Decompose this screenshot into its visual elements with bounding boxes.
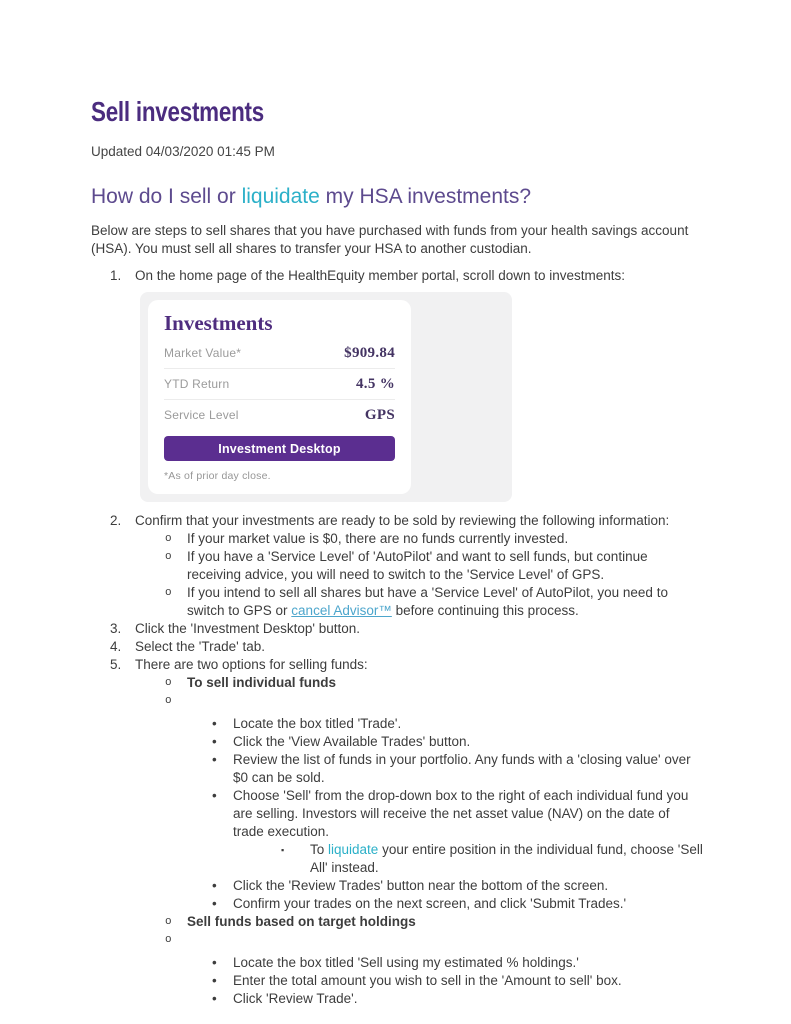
- list-number: 3.: [110, 621, 122, 636]
- circle-bullet: o: [165, 695, 172, 707]
- circle-bullet: o: [165, 533, 172, 545]
- page-title-text: Sell investments: [91, 96, 264, 127]
- option-b-item-1-text: Locate the box titled 'Sell using my estimated % holdings.': [233, 955, 579, 970]
- option-b-item-3: [91, 990, 703, 1008]
- option-a-item-2: [91, 733, 703, 751]
- circle-bullet: o: [165, 677, 172, 689]
- step-4: [91, 638, 703, 656]
- portal-screenshot: [140, 292, 512, 502]
- ytd-return-label: YTD Return: [164, 377, 230, 391]
- round-bullet: •: [212, 734, 217, 749]
- step-5: [91, 656, 703, 674]
- note-highlight: liquidate: [328, 842, 379, 857]
- investment-desktop-button: Investment Desktop: [164, 436, 395, 461]
- option-a-item-4-note: [91, 841, 703, 877]
- round-bullet: •: [212, 896, 217, 911]
- market-value-label: Market Value*: [164, 346, 242, 360]
- page-title: [91, 97, 703, 127]
- cancel-advisor-link[interactable]: cancel Advisor™: [291, 603, 392, 618]
- step-1-text: On the home page of the HealthEquity member portal, scroll down to investments:: [135, 268, 626, 283]
- option-b-heading: [91, 913, 703, 931]
- step-2: [91, 512, 703, 530]
- option-a-item-2-text: Click the 'View Available Trades' button.: [233, 734, 471, 749]
- market-value-row: [164, 338, 395, 368]
- option-a-item-3: [91, 751, 703, 787]
- round-bullet: •: [212, 991, 217, 1006]
- list-number: 5.: [110, 657, 122, 672]
- step-2-sub-3-pre: If you intend to sell all shares but have a 'Service Level' of AutoPilot, you need to switch to GPS or: [187, 585, 668, 618]
- option-a-item-4: [91, 787, 703, 841]
- service-level-label: Service Level: [164, 408, 239, 422]
- note-post: your entire position in the individual fund, choose 'Sell All' instead.: [310, 842, 703, 875]
- heading-text-post: my HSA investments?: [319, 185, 532, 208]
- investments-card: [148, 300, 411, 494]
- step-2-sub-2: [91, 548, 703, 584]
- investments-card-title: Investments: [164, 311, 273, 335]
- step-3-text: Click the 'Investment Desktop' button.: [135, 621, 361, 636]
- round-bullet: •: [212, 752, 217, 767]
- option-a-item-6: [91, 895, 703, 913]
- service-level-row: [164, 399, 395, 430]
- round-bullet: •: [212, 788, 217, 803]
- step-2-sub-3: [91, 584, 703, 620]
- option-b-item-2-text: Enter the total amount you wish to sell in the 'Amount to sell' box.: [233, 973, 622, 988]
- option-a-item-5-text: Click the 'Review Trades' button near the bottom of the screen.: [233, 878, 609, 893]
- list-number: 4.: [110, 639, 122, 654]
- option-a-item-6-text: Confirm your trades on the next screen, and click 'Submit Trades.': [233, 896, 627, 911]
- circle-bullet: o: [165, 916, 172, 928]
- round-bullet: •: [212, 955, 217, 970]
- option-a-title: To sell individual funds: [187, 675, 337, 690]
- updated-timestamp: Updated 04/03/2020 01:45 PM: [91, 144, 275, 159]
- article-heading: [91, 184, 703, 210]
- heading-highlight: liquidate: [241, 185, 320, 208]
- step-2-sub-1-text: If your market value is $0, there are no funds currently invested.: [187, 531, 569, 546]
- heading-text-pre: How do I sell or: [91, 185, 242, 208]
- empty-list-item: [91, 931, 703, 949]
- option-b-title: Sell funds based on target holdings: [187, 914, 416, 929]
- round-bullet: •: [212, 716, 217, 731]
- card-footnote: *As of prior day close.: [164, 470, 271, 482]
- circle-bullet: o: [165, 551, 172, 563]
- option-a-item-4-text: Choose 'Sell' from the drop-down box to the right of each individual fund you are selling. Investors will receive the net asset value (NAV) on the date of trade execution.: [233, 788, 689, 839]
- option-b-item-3-text: Click 'Review Trade'.: [233, 991, 358, 1006]
- option-a-item-1: [91, 715, 703, 733]
- option-b-item-1: [91, 954, 703, 972]
- option-a-item-1-text: Locate the box titled 'Trade'.: [233, 716, 402, 731]
- circle-bullet: o: [165, 587, 172, 599]
- option-a-item-5: [91, 877, 703, 895]
- step-2-sub-2-text: If you have a 'Service Level' of 'AutoPilot' and want to sell funds, but continue receiving advice, you will need to switch to the 'Service Level' of GPS.: [187, 549, 648, 582]
- round-bullet: •: [212, 878, 217, 893]
- ytd-return-amount: 4.5 %: [356, 376, 395, 392]
- empty-list-item: [91, 692, 703, 710]
- list-number: 2.: [110, 513, 122, 528]
- ytd-return-row: [164, 368, 395, 399]
- list-number: 1.: [110, 268, 122, 283]
- circle-bullet: o: [165, 934, 172, 946]
- round-bullet: •: [212, 973, 217, 988]
- intro-paragraph: Below are steps to sell shares that you have purchased with funds from your health savings account (HSA). You must sell all shares to transfer your HSA to another custodian.: [91, 223, 689, 256]
- note-pre: To: [310, 842, 329, 857]
- step-1: [91, 267, 703, 285]
- square-bullet: ▪: [281, 845, 285, 855]
- step-5-text: There are two options for selling funds:: [135, 657, 368, 672]
- step-3: [91, 620, 703, 638]
- step-2-sub-3-post: before continuing this process.: [391, 603, 579, 618]
- step-4-text: Select the 'Trade' tab.: [135, 639, 265, 654]
- service-level-value: GPS: [364, 407, 395, 423]
- option-a-heading: [91, 674, 703, 692]
- step-2-sub-1: [91, 530, 703, 548]
- option-a-item-3-text: Review the list of funds in your portfolio. Any funds with a 'closing value' over $0 can be sold.: [233, 752, 691, 785]
- option-b-item-2: [91, 972, 703, 990]
- step-2-text: Confirm that your investments are ready to be sold by reviewing the following information:: [135, 513, 670, 528]
- market-value-amount: $909.84: [344, 345, 395, 361]
